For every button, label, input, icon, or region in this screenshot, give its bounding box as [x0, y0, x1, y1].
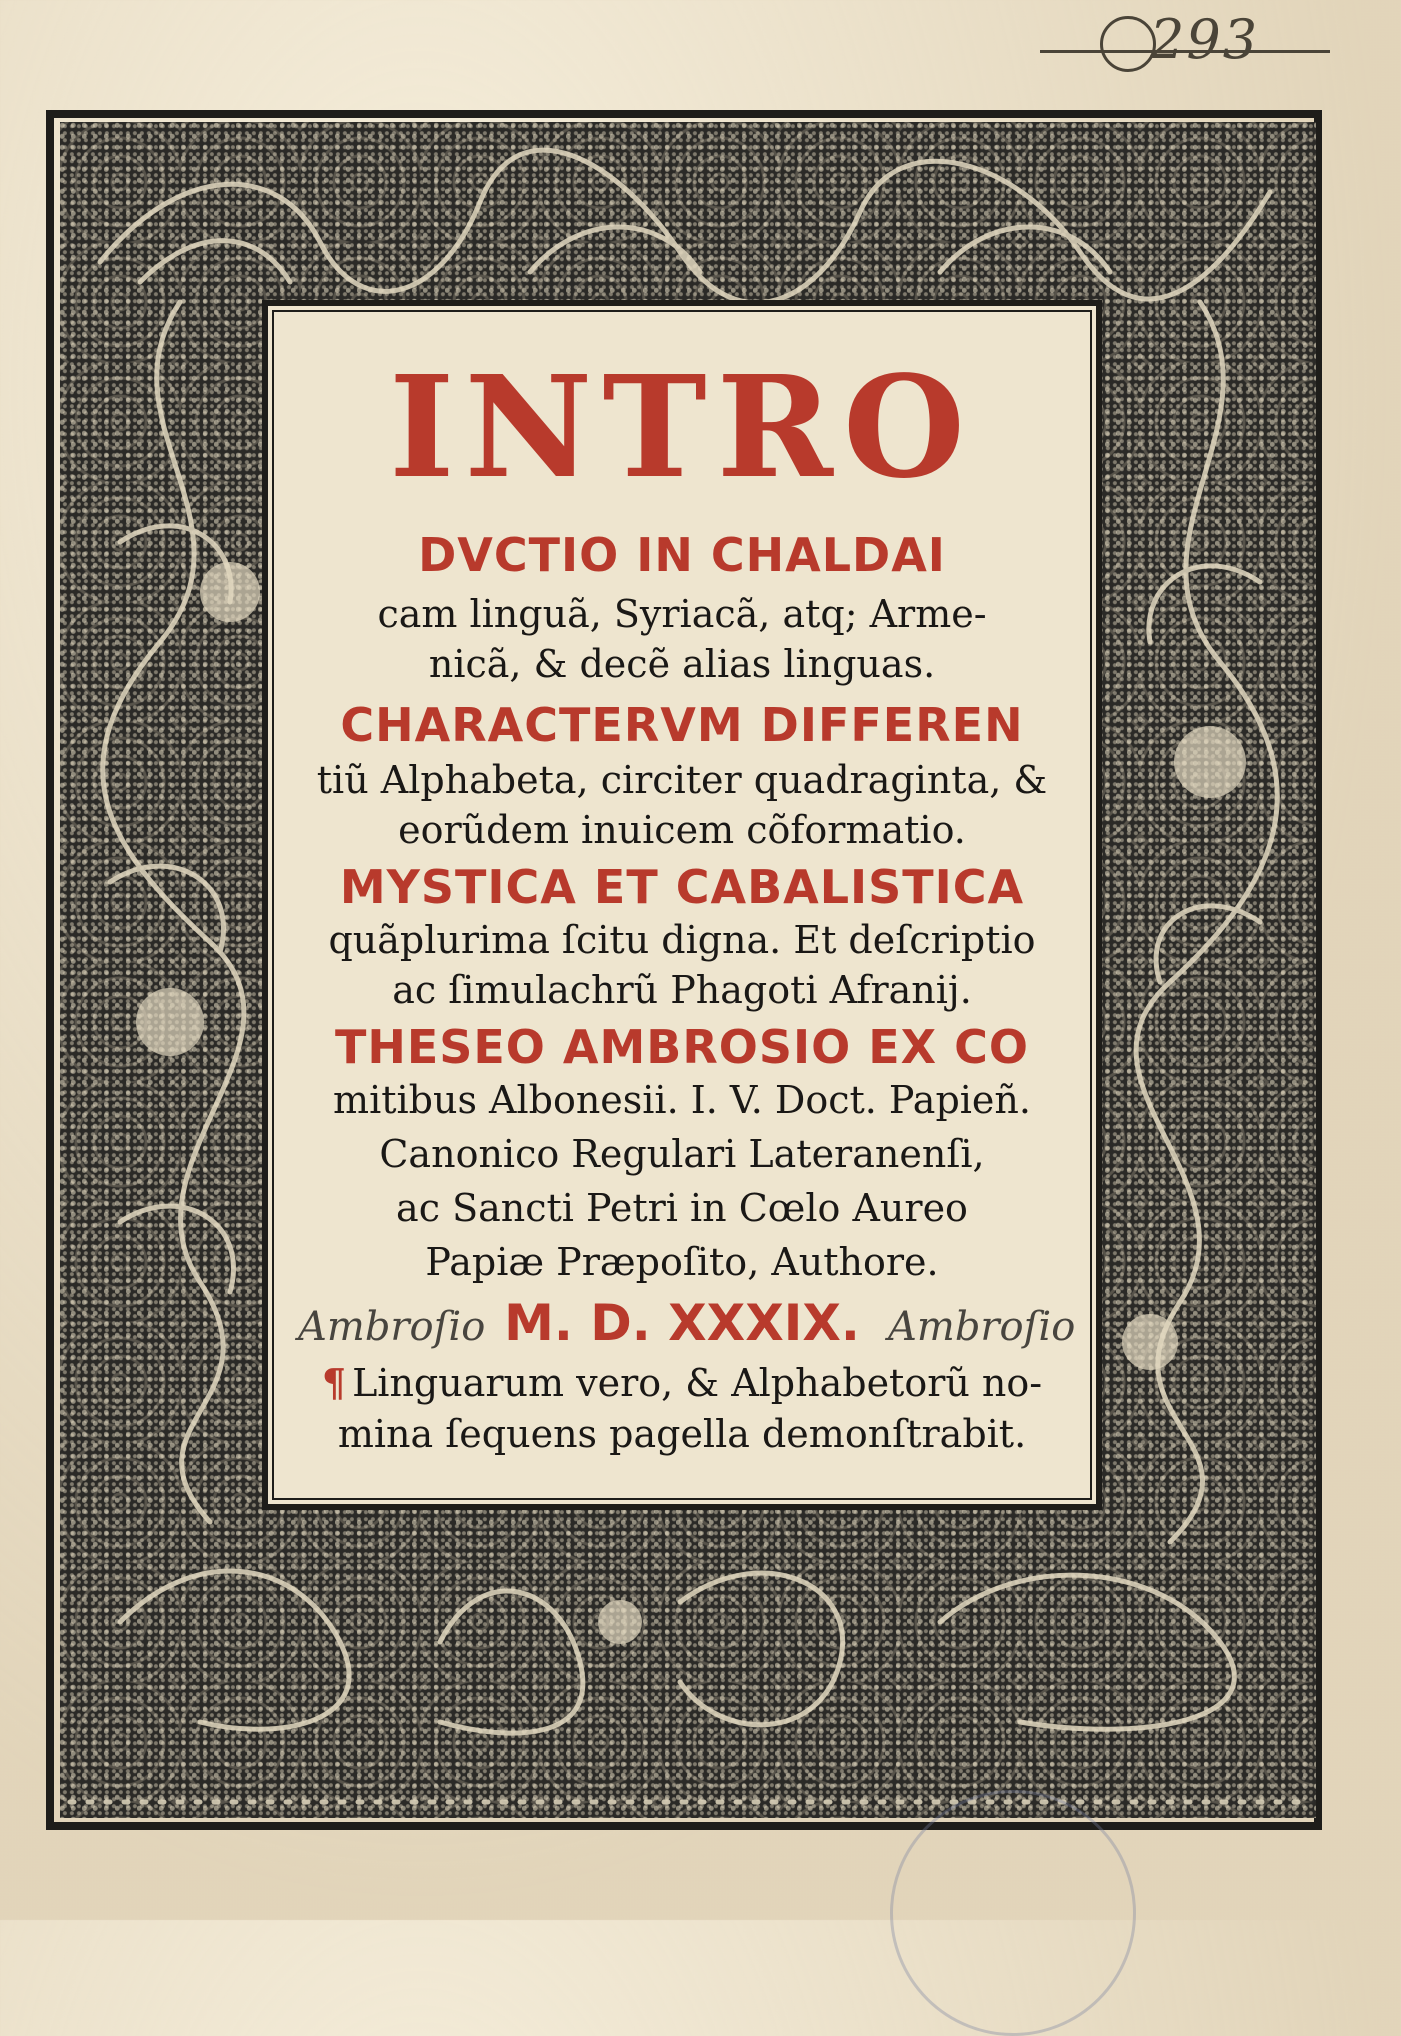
title-line-3: cam linguã, Syriacã, atq; Arme- — [377, 592, 987, 636]
title-text-panel — [262, 300, 1102, 1510]
title-line-2: DVCTIO IN CHALDAI — [418, 528, 946, 582]
shelfmark — [1040, 8, 1340, 78]
title-line-18: mina ſequens pagella demonſtrabit. — [337, 1412, 1027, 1456]
title-line-14: ac Sancti Petri in Cœlo Aureo — [396, 1186, 968, 1230]
shelfmark-circle-mark — [1100, 16, 1156, 72]
title-line-1: INTRO — [389, 346, 975, 510]
handwritten-note-right: Ambroſio — [888, 1304, 1076, 1350]
title-line-10: ac ſimulachrũ Phagoti Afranij. — [392, 968, 972, 1012]
title-line-8: MYSTICA ET CABALISTICA — [339, 860, 1025, 914]
title-line-15: Papiæ Præpoſito, Authore. — [425, 1240, 939, 1284]
imprint-date: M. D. XXXIX. — [504, 1294, 860, 1352]
pilcrow-icon: ¶ — [321, 1360, 347, 1405]
title-line-6: tiũ Alphabeta, circiter quadraginta, & — [316, 758, 1048, 802]
title-line-9: quãplurima ſcitu digna. Et deſcriptio — [328, 918, 1036, 962]
title-line-5: CHARACTERVM DIFFEREN — [340, 698, 1024, 752]
title-line-17 — [268, 1360, 1096, 1405]
title-line-11: THESEO AMBROSIO EX CO — [334, 1020, 1030, 1074]
handwritten-note-left: Ambroſio — [298, 1304, 486, 1350]
title-line-17-text: Linguarum vero, & Alphabetorũ no- — [352, 1361, 1043, 1405]
title-line-13: Canonico Regulari Lateranenſi, — [379, 1132, 985, 1176]
library-stamp — [890, 1790, 1136, 2036]
title-line-7: eorũdem inuicem cõformatio. — [398, 808, 966, 852]
title-line-4: nicã, & decẽ alias linguas. — [428, 642, 936, 686]
title-line-12: mitibus Albonesii. I. V. Doct. Papieñ. — [333, 1078, 1031, 1122]
shelfmark-number: 293 — [1150, 8, 1260, 71]
